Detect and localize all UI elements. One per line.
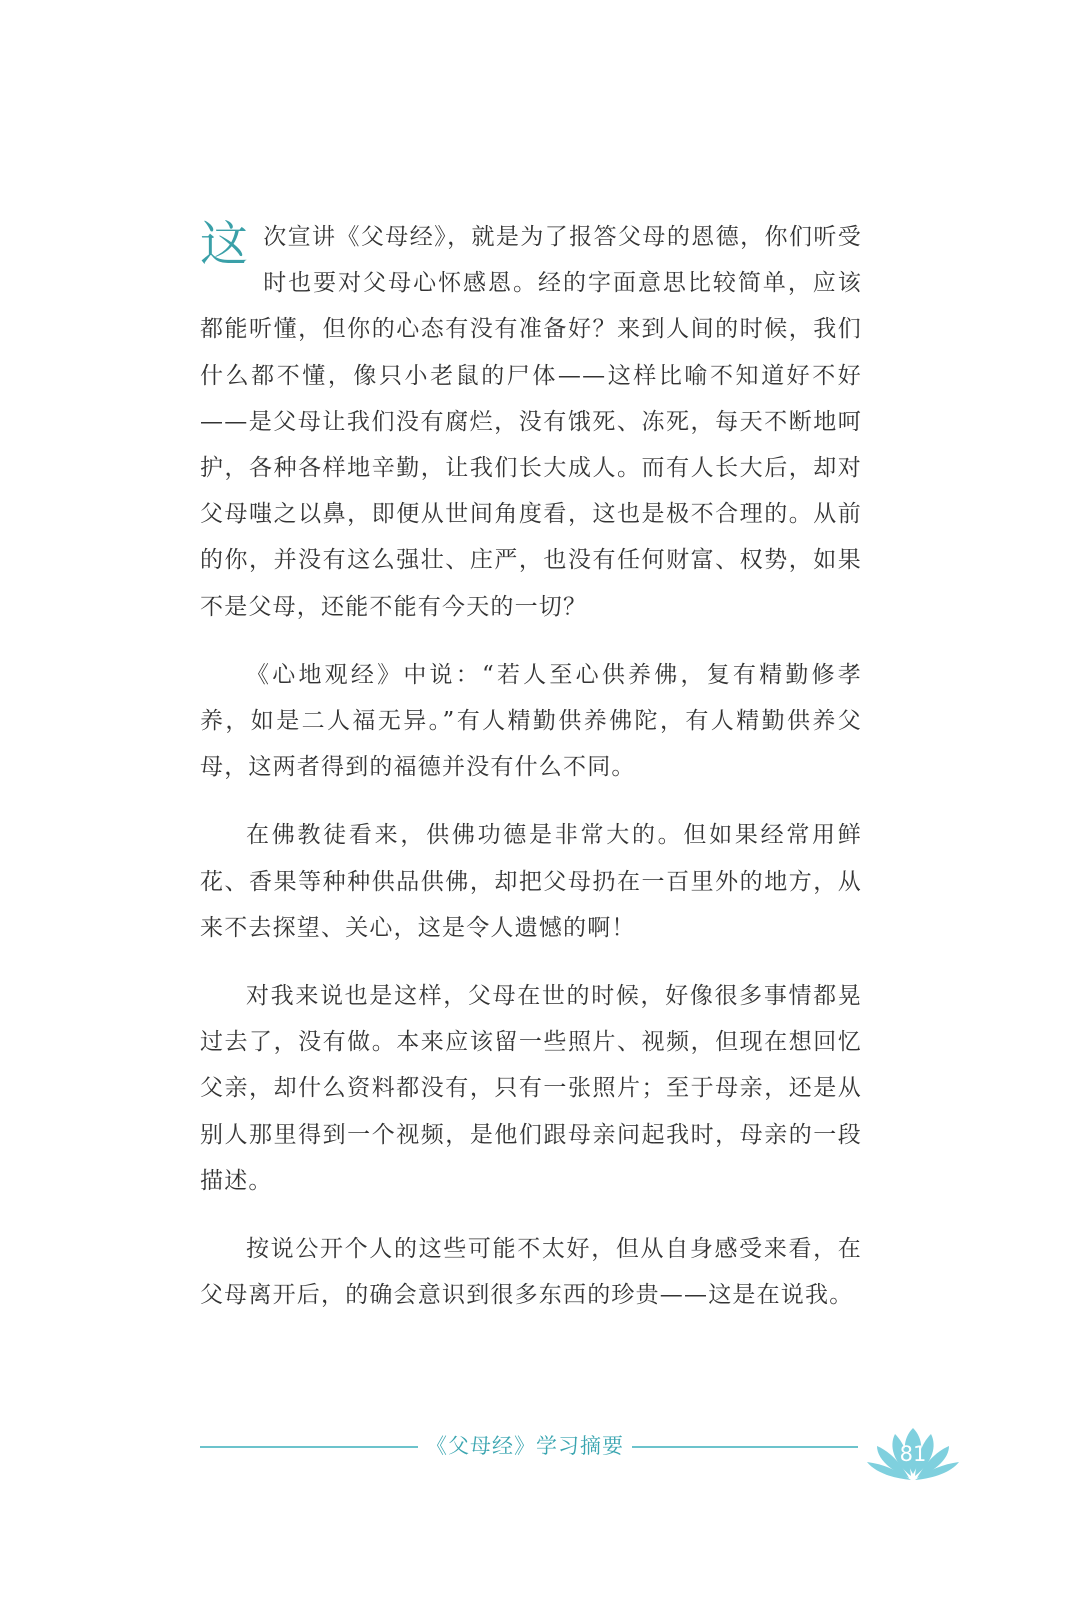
page-number: 81 [899, 1442, 927, 1466]
paragraph-1 [200, 214, 862, 630]
footer-rule-right [632, 1446, 858, 1448]
page-body [200, 214, 862, 1318]
paragraph-4: 对我来说也是这样，父母在世的时候，好像很多事情都晃过去了，没有做。本来应该留一些照片、视频，但现在想回忆父亲，却什么资料都没有，只有一张照片；至于母亲，还是从别人那里得到一个视频，是他们跟母亲问起我时，母亲的一段描述。 [200, 983, 862, 1194]
drop-cap: 这 [200, 216, 250, 272]
paragraph-5: 按说公开个人的这些可能不太好，但从自身感受来看，在父母离开后，的确会意识到很多东西的珍贵——这是在说我。 [200, 1236, 862, 1309]
footer-rule-left [200, 1446, 418, 1448]
page-footer [200, 1424, 960, 1494]
paragraph-3: 在佛教徒看来，供佛功德是非常大的。但如果经常用鲜花、香果等种种供品供佛，却把父母扔在一百里外的地方，从来不去探望、关心，这是令人遗憾的啊！ [200, 822, 862, 941]
footer-book-title: 《父母经》学习摘要 [426, 1434, 624, 1458]
paragraph-2: 《心地观经》中说：“若人至心供养佛，复有精勤修孝养，如是二人福无异。”有人精勤供养佛陀，有人精勤供养父母，这两者得到的福德并没有什么不同。 [200, 661, 862, 781]
paragraph-1-text: 次宣讲《父母经》，就是为了报答父母的恩德，你们听受时也要对父母心怀感恩。经的字面意思比较简单，应该都能听懂，但你的心态有没有准备好？来到人间的时候，我们什么都不懂，像只小老鼠的尸体——这样比喻不知道好不好——是父母让我们没有腐烂，没有饿死、冻死，每天不断地呵护，各种各样地辛勤，让我们长大成人。而有人长大后，却对父母嗤之以鼻，即便从世间角度看，这也是极不合理的。从前的你，并没有这么强壮、庄严，也没有任何财富、权势，如果不是父母，还能不能有今天的一切？ [200, 224, 862, 620]
